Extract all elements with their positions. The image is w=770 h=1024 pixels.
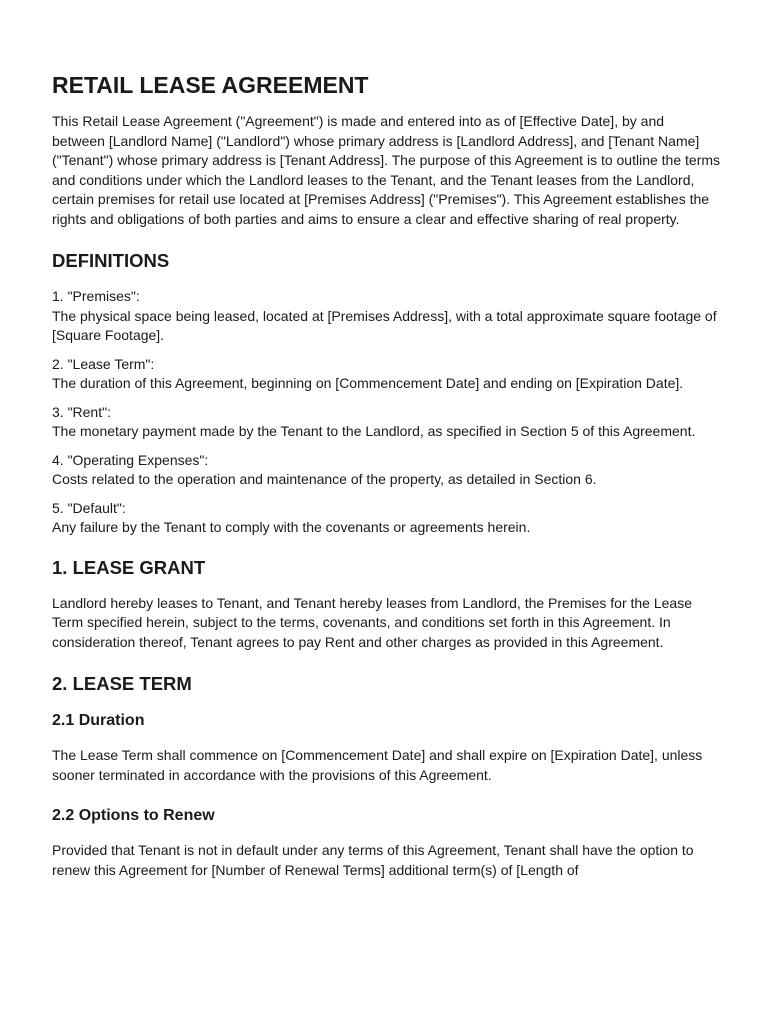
section-2-heading: 2. LEASE TERM xyxy=(52,673,192,694)
intro-paragraph: This Retail Lease Agreement ("Agreement") is made and entered into as of [Effective Date], by and between [Landlord Name] ("Landlord") whose primary address is [Landlord Address], and [Tenant Name] ("Tenant") whose primary address is [Tenant Address]. The purpose of this Agreement is to outline the terms and conditions under which the Landlord leases to the Tenant, and the Tenant leases from the Landlord, certain premises for retail use located at [Premises Address] ("Premises"). This Agreement establishes the rights and obligations of both parties and aims to ensure a clear and effective sharing of real property. xyxy=(52,113,721,227)
document-page xyxy=(52,70,720,880)
definition-term: 2. "Lease Term": xyxy=(52,355,155,372)
definition-text: The monetary payment made by the Tenant to the Landlord, as specified in Section 5 of this Agreement. xyxy=(52,423,696,439)
definition-term: 5. "Default": xyxy=(52,499,126,516)
section-2-2-text: Provided that Tenant is not in default under any terms of this Agreement, Tenant shall have the option to renew this Agreement for [Number of Renewal Terms] additional term(s) of [Length of xyxy=(52,842,694,878)
definition-item xyxy=(52,287,720,346)
definition-text: The duration of this Agreement, beginning on [Commencement Date] and ending on [Expiration Date]. xyxy=(52,375,684,391)
section-2-1-text: The Lease Term shall commence on [Commencement Date] and shall expire on [Expiration Date], unless sooner terminated in accordance with the provisions of this Agreement. xyxy=(52,747,703,783)
section-1-text: Landlord hereby leases to Tenant, and Tenant hereby leases from Landlord, the Premises for the Lease Term specified herein, subject to the terms, covenants, and conditions set forth in this Agreement. In consideration thereof, Tenant agrees to pay Rent and other charges as provided in this Agreement. xyxy=(52,594,693,650)
definition-item xyxy=(52,451,720,490)
definition-term: 4. "Operating Expenses": xyxy=(52,451,209,468)
section-2-2-heading: 2.2 Options to Renew xyxy=(52,807,215,824)
definition-text: Any failure by the Tenant to comply with the covenants or agreements herein. xyxy=(52,519,531,535)
definition-item xyxy=(52,499,720,538)
definitions-heading: DEFINITIONS xyxy=(52,250,170,271)
definition-item xyxy=(52,355,720,394)
definition-item xyxy=(52,403,720,442)
definition-term: 1. "Premises": xyxy=(52,288,140,304)
definition-text: The physical space being leased, located at [Premises Address], with a total approximate square footage of [Square Footage]. xyxy=(52,307,717,343)
section-1-heading: 1. LEASE GRANT xyxy=(52,556,206,578)
definition-text: Costs related to the operation and maintenance of the property, as detailed in Section 6. xyxy=(52,471,597,487)
definition-term: 3. "Rent": xyxy=(52,403,111,420)
document-title: RETAIL LEASE AGREEMENT xyxy=(52,72,369,98)
section-2-1-heading: 2.1 Duration xyxy=(52,712,145,729)
